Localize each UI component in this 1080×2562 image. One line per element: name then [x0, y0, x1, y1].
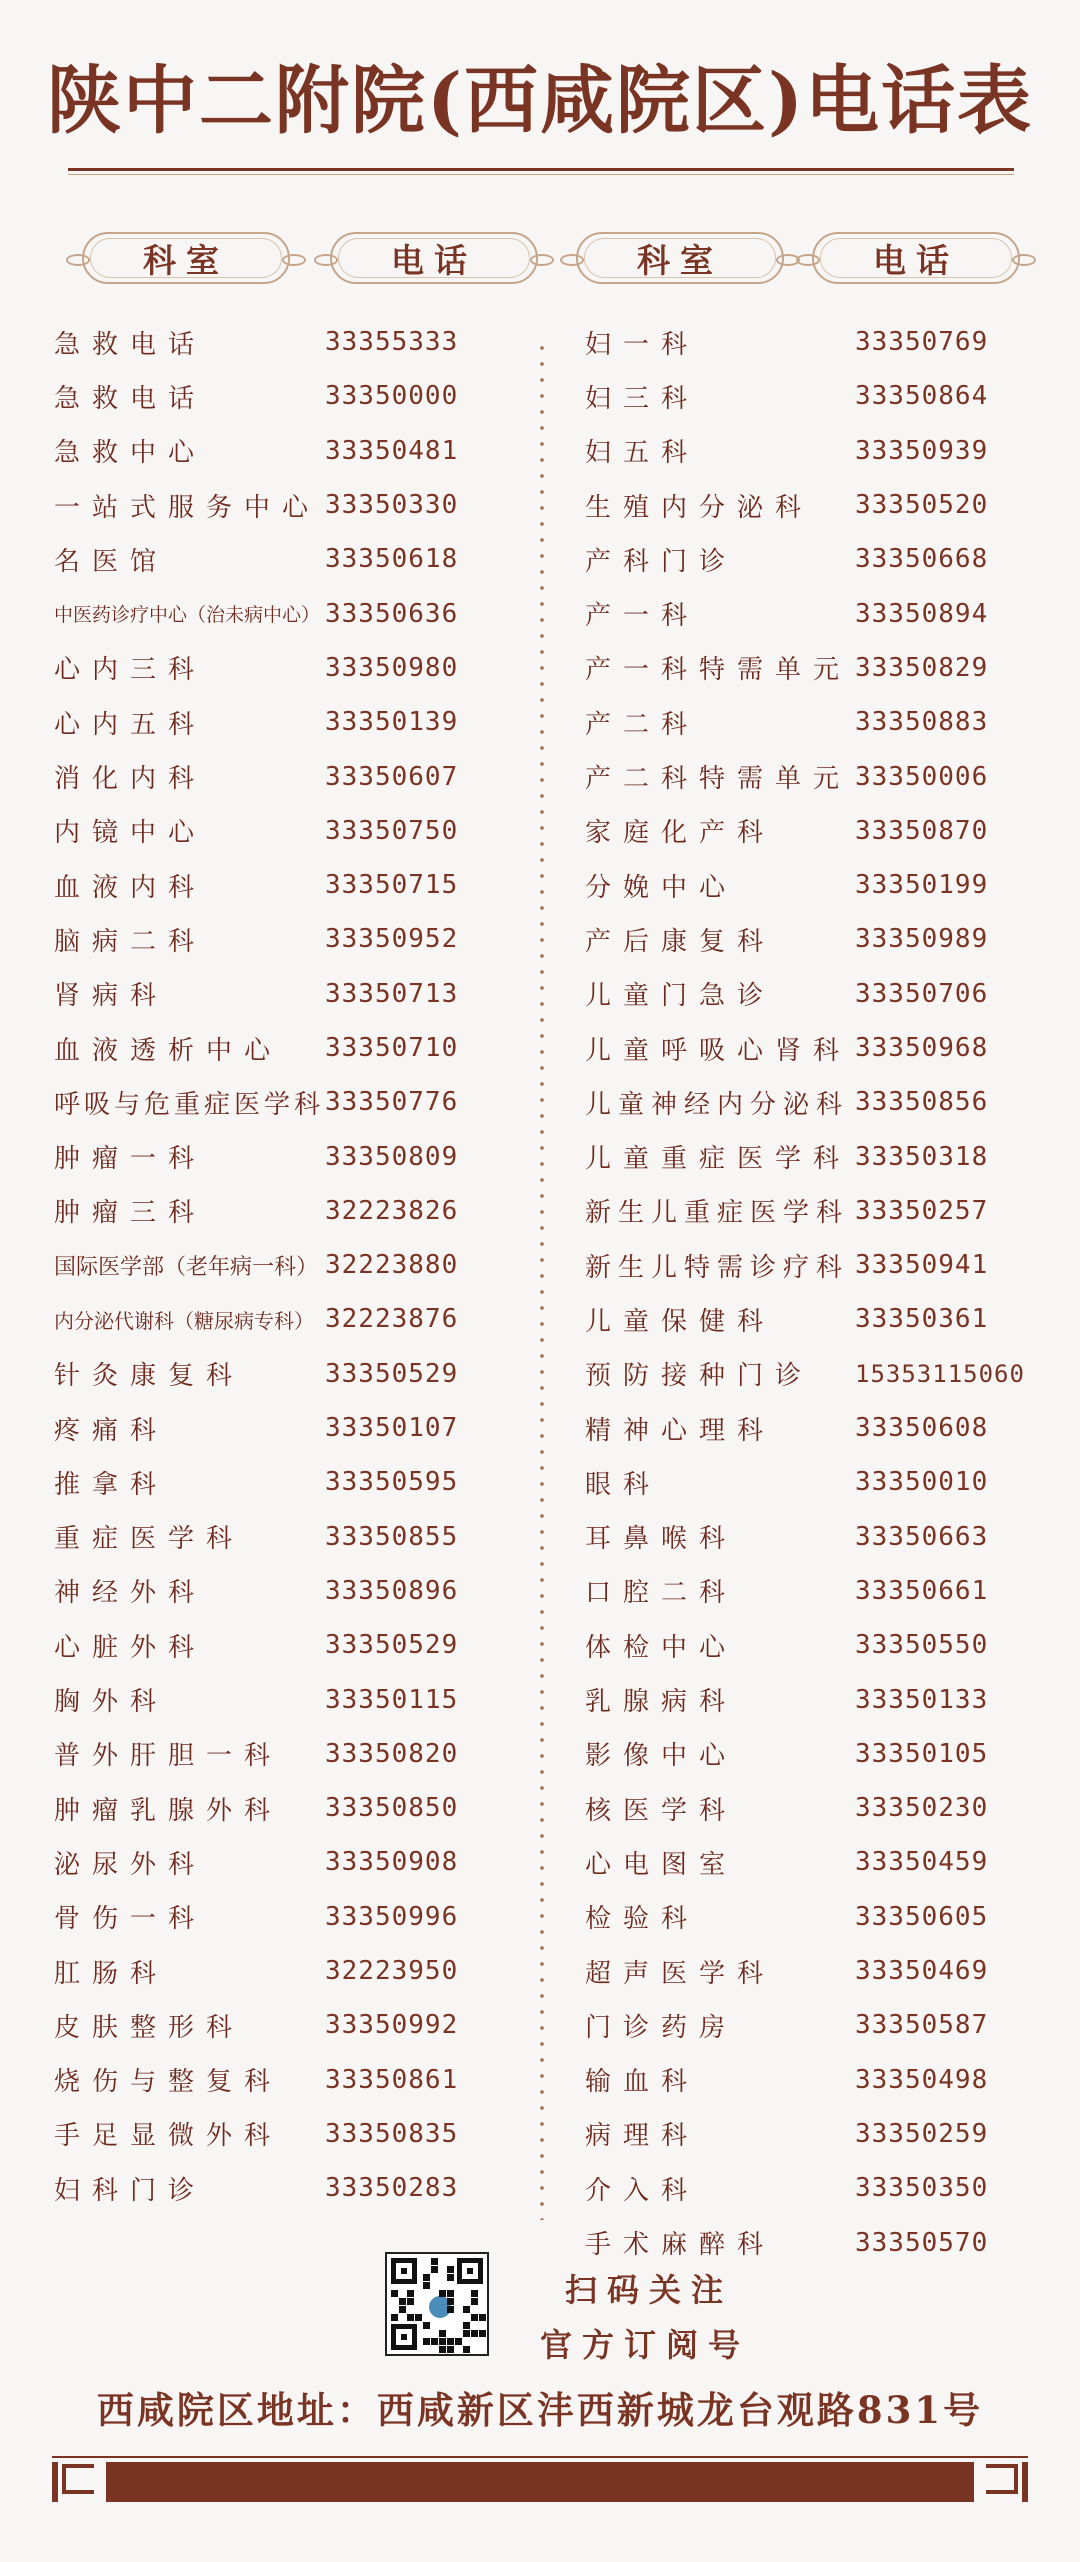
phone-number[interactable]: 33350481	[325, 435, 459, 466]
phone-number[interactable]: 32223826	[325, 1195, 459, 1226]
phone-number[interactable]: 33350230	[855, 1793, 989, 1824]
phone-number[interactable]: 33350980	[325, 652, 459, 683]
department-name: 肿瘤一科	[54, 1144, 207, 1175]
phone-number[interactable]: 32223950	[325, 1956, 459, 1987]
department-name: 妇一科	[585, 329, 700, 360]
department-name: 普外肝胆一科	[54, 1741, 283, 1772]
left-directory-row	[0, 967, 495, 1021]
left-directory-row	[0, 1021, 495, 1075]
phone-number[interactable]: 33350835	[325, 2118, 459, 2149]
department-name: 儿童呼吸心肾科	[585, 1035, 852, 1066]
department-name: 新生儿重症医学科	[585, 1198, 850, 1229]
phone-number[interactable]: 33350820	[325, 1738, 459, 1769]
phone-number[interactable]: 33350133	[855, 1684, 989, 1715]
left-directory-row	[0, 424, 495, 478]
left-directory-row	[0, 912, 495, 966]
department-name: 预防接种门诊	[585, 1361, 814, 1392]
phone-number[interactable]: 33350855	[325, 1521, 459, 1552]
right-directory-row	[585, 1075, 1025, 1129]
header-phone-right-label: 电话	[873, 240, 959, 280]
right-directory-row	[585, 1727, 1025, 1781]
phone-number[interactable]: 33350199	[855, 870, 989, 901]
phone-number[interactable]: 15353115060	[855, 1359, 1025, 1388]
department-name: 门诊药房	[585, 2012, 738, 2043]
phone-number[interactable]: 33350105	[855, 1738, 989, 1769]
department-name: 血液透析中心	[54, 1035, 283, 1066]
phone-number[interactable]: 33350861	[325, 2064, 459, 2095]
phone-number[interactable]: 33350361	[855, 1304, 989, 1335]
right-directory-row	[585, 2107, 1025, 2161]
phone-number[interactable]: 33350856	[855, 1087, 989, 1118]
phone-number[interactable]: 33350992	[325, 2010, 459, 2041]
department-name: 儿童保健科	[585, 1306, 776, 1337]
right-directory-row	[585, 424, 1025, 478]
right-directory-row	[585, 1890, 1025, 1944]
department-name: 神经外科	[54, 1578, 207, 1609]
right-directory-row	[585, 1455, 1025, 1509]
left-directory-row	[0, 1129, 495, 1183]
department-name: 影像中心	[585, 1741, 738, 1772]
right-directory-row	[585, 369, 1025, 423]
department-name: 超声医学科	[585, 1958, 776, 1989]
department-name: 血液内科	[54, 872, 207, 903]
department-name: 儿童重症医学科	[585, 1144, 852, 1175]
phone-number[interactable]: 33350894	[855, 598, 989, 629]
page-title: 陕中二附院(西咸院区)电话表	[46, 58, 1034, 144]
phone-number[interactable]: 33350006	[855, 761, 989, 792]
department-name: 疼痛科	[54, 1415, 169, 1446]
department-name: 推拿科	[54, 1469, 169, 1500]
left-directory-column	[0, 315, 495, 2215]
department-name: 产一科特需单元	[585, 655, 852, 686]
right-directory-row	[585, 1401, 1025, 1455]
right-directory-row	[585, 2215, 1025, 2269]
right-directory-row	[585, 2053, 1025, 2107]
phone-number[interactable]: 33350750	[325, 815, 459, 846]
left-directory-row	[0, 532, 495, 586]
phone-number[interactable]: 32223876	[325, 1304, 459, 1335]
left-directory-row	[0, 1672, 495, 1726]
left-directory-row	[0, 641, 495, 695]
right-directory-row	[585, 695, 1025, 749]
department-name: 口腔二科	[585, 1578, 738, 1609]
phone-number[interactable]: 33350498	[855, 2064, 989, 2095]
phone-number[interactable]: 33350000	[325, 381, 459, 412]
right-directory-row	[585, 967, 1025, 1021]
qr-caption-account: 官方订阅号	[540, 2326, 751, 2364]
department-name: 分娩中心	[585, 872, 738, 903]
phone-number[interactable]: 33350996	[325, 1901, 459, 1932]
department-name: 妇五科	[585, 438, 700, 469]
phone-number[interactable]: 33350607	[325, 761, 459, 792]
left-directory-row	[0, 1184, 495, 1238]
left-directory-row	[0, 1727, 495, 1781]
header-phone-left-label: 电话	[391, 240, 477, 280]
left-directory-row	[0, 1347, 495, 1401]
department-name: 内分泌代谢科（糖尿病专科）	[54, 1308, 314, 1333]
phone-number[interactable]: 33350769	[855, 327, 989, 358]
department-name: 心脏外科	[54, 1632, 207, 1663]
department-name: 消化内科	[54, 764, 207, 795]
phone-number[interactable]: 33350107	[325, 1413, 459, 1444]
phone-number[interactable]: 33350710	[325, 1033, 459, 1063]
header-dept-left	[70, 228, 302, 288]
department-name: 一站式服务中心	[54, 492, 321, 523]
left-directory-row	[0, 695, 495, 749]
footer-decorative-band	[52, 2462, 1028, 2502]
phone-number[interactable]: 32223880	[325, 1250, 459, 1281]
right-directory-row	[585, 1510, 1025, 1564]
right-directory-row	[585, 1944, 1025, 1998]
department-name: 眼科	[585, 1469, 662, 1500]
right-directory-row	[585, 1564, 1025, 1618]
department-name: 乳腺病科	[585, 1687, 738, 1718]
left-directory-row	[0, 1238, 495, 1292]
department-name: 手足显微外科	[54, 2121, 283, 2152]
phone-number[interactable]: 33350870	[855, 815, 989, 846]
department-name: 烧伤与整复科	[54, 2067, 283, 2098]
left-directory-row	[0, 1890, 495, 1944]
phone-number[interactable]: 33350115	[325, 1684, 459, 1715]
left-directory-row	[0, 1075, 495, 1129]
right-directory-row	[585, 1347, 1025, 1401]
department-name: 妇科门诊	[54, 2175, 207, 2206]
department-name: 急救电话	[54, 383, 207, 414]
department-name: 胸外科	[54, 1687, 169, 1718]
phone-number[interactable]: 33350259	[855, 2118, 989, 2149]
phone-number[interactable]: 33350850	[325, 1793, 459, 1824]
phone-number[interactable]: 33350520	[855, 490, 989, 521]
phone-number[interactable]: 33350605	[855, 1901, 989, 1932]
right-directory-row	[585, 858, 1025, 912]
phone-number[interactable]: 33350829	[855, 652, 989, 683]
right-directory-row	[585, 749, 1025, 803]
department-name: 急救电话	[54, 329, 207, 360]
phone-number[interactable]: 33350661	[855, 1575, 989, 1606]
right-directory-row	[585, 1184, 1025, 1238]
header-dept-left-label: 科室	[143, 240, 229, 280]
phone-number[interactable]: 33350010	[855, 1467, 989, 1498]
left-directory-row	[0, 2053, 495, 2107]
department-name: 生殖内分泌科	[585, 492, 814, 523]
phone-number[interactable]: 33350968	[855, 1033, 989, 1063]
department-name: 皮肤整形科	[54, 2012, 245, 2043]
department-name: 儿童神经内分泌科	[585, 1089, 850, 1120]
left-directory-row	[0, 1835, 495, 1889]
left-directory-row	[0, 2107, 495, 2161]
phone-number[interactable]: 33350139	[325, 707, 459, 738]
right-directory-row	[585, 315, 1025, 369]
fret-ornament-right-icon	[974, 2458, 1022, 2506]
header-phone-right	[800, 228, 1032, 288]
phone-number[interactable]: 33350663	[855, 1521, 989, 1552]
department-name: 妇三科	[585, 383, 700, 414]
left-directory-row	[0, 315, 495, 369]
phone-number[interactable]: 33350864	[855, 381, 989, 412]
phone-number[interactable]: 33350908	[325, 1847, 459, 1878]
phone-number[interactable]: 33350459	[855, 1847, 989, 1878]
phone-number[interactable]: 33350941	[855, 1250, 989, 1281]
department-name: 国际医学部（老年病一科）	[54, 1254, 319, 1280]
phone-number[interactable]: 33350283	[325, 2173, 459, 2204]
phone-number[interactable]: 33350330	[325, 490, 459, 521]
department-name: 手术麻醉科	[585, 2230, 776, 2261]
phone-number[interactable]: 33350952	[325, 924, 459, 955]
title-divider	[68, 168, 1014, 171]
left-directory-row	[0, 1564, 495, 1618]
campus-address: 西咸院区地址：西咸新区沣西新城龙台观路831号	[96, 2388, 984, 2432]
right-directory-row	[585, 586, 1025, 640]
phone-number[interactable]: 33350608	[855, 1413, 989, 1444]
left-directory-row	[0, 1292, 495, 1346]
phone-number[interactable]: 33350350	[855, 2173, 989, 2204]
department-name: 产二科特需单元	[585, 764, 852, 795]
department-name: 产二科	[585, 709, 700, 740]
department-name: 骨伤一科	[54, 1904, 207, 1935]
phone-number[interactable]: 33350896	[325, 1575, 459, 1606]
phone-number[interactable]: 33350469	[855, 1956, 989, 1987]
department-name: 介入科	[585, 2175, 700, 2206]
phone-number[interactable]: 33350529	[325, 1630, 459, 1661]
right-directory-row	[585, 532, 1025, 586]
department-name: 儿童门急诊	[585, 981, 776, 1012]
phone-number[interactable]: 33350809	[325, 1141, 459, 1172]
right-directory-row	[585, 1672, 1025, 1726]
left-directory-row	[0, 749, 495, 803]
department-name: 心内五科	[54, 709, 207, 740]
phone-number[interactable]: 33350776	[325, 1087, 459, 1118]
department-name: 产一科	[585, 601, 700, 632]
right-directory-column	[585, 315, 1025, 2270]
department-name: 产后康复科	[585, 926, 776, 957]
right-directory-row	[585, 1998, 1025, 2052]
left-directory-row	[0, 2161, 495, 2215]
left-directory-row	[0, 1401, 495, 1455]
phone-number[interactable]: 33350706	[855, 978, 989, 1009]
header-dept-right-label: 科室	[637, 240, 723, 280]
left-directory-row	[0, 1998, 495, 2052]
phone-number[interactable]: 33350595	[325, 1467, 459, 1498]
department-name: 核医学科	[585, 1795, 738, 1826]
department-name: 急救中心	[54, 438, 207, 469]
right-directory-row	[585, 1021, 1025, 1075]
phone-number[interactable]: 33350713	[325, 978, 459, 1009]
department-name: 肾病科	[54, 981, 169, 1012]
department-name: 家庭化产科	[585, 818, 776, 849]
department-name: 心内三科	[54, 655, 207, 686]
phone-number[interactable]: 33350715	[325, 870, 459, 901]
right-directory-row	[585, 804, 1025, 858]
phone-number[interactable]: 33350939	[855, 435, 989, 466]
department-name: 名医馆	[54, 546, 169, 577]
right-directory-row	[585, 1292, 1025, 1346]
right-directory-row	[585, 912, 1025, 966]
department-name: 新生儿特需诊疗科	[585, 1252, 850, 1283]
left-directory-row	[0, 1455, 495, 1509]
department-name: 呼吸与危重症医学科	[54, 1089, 325, 1120]
left-directory-row	[0, 1510, 495, 1564]
department-name: 针灸康复科	[54, 1361, 245, 1392]
qr-code-icon[interactable]	[385, 2252, 489, 2356]
department-name: 泌尿外科	[54, 1849, 207, 1880]
phone-number[interactable]: 33355333	[325, 327, 459, 358]
department-name: 肛肠科	[54, 1958, 169, 1989]
phone-number[interactable]: 33350318	[855, 1141, 989, 1172]
phone-number[interactable]: 33350636	[325, 598, 459, 629]
right-directory-row	[585, 1238, 1025, 1292]
header-dept-right	[564, 228, 796, 288]
right-directory-row	[585, 641, 1025, 695]
fret-ornament-left-icon	[58, 2458, 106, 2506]
right-directory-row	[585, 1618, 1025, 1672]
left-directory-row	[0, 369, 495, 423]
left-directory-row	[0, 478, 495, 532]
department-name: 肿瘤三科	[54, 1198, 207, 1229]
right-directory-row	[585, 1835, 1025, 1889]
department-name: 内镜中心	[54, 818, 207, 849]
left-directory-row	[0, 858, 495, 912]
phone-number[interactable]: 33350529	[325, 1358, 459, 1389]
department-name: 脑病二科	[54, 926, 207, 957]
department-name: 心电图室	[585, 1849, 738, 1880]
department-name: 中医药诊疗中心（治未病中心）	[54, 604, 321, 627]
department-name: 肿瘤乳腺外科	[54, 1795, 283, 1826]
left-directory-row	[0, 1781, 495, 1835]
title-divider-thin	[68, 174, 1014, 175]
right-directory-row	[585, 1781, 1025, 1835]
left-directory-row	[0, 804, 495, 858]
qr-caption-scan: 扫码关注	[565, 2271, 734, 2309]
department-name: 重症医学科	[54, 1524, 245, 1555]
phone-number[interactable]: 33350550	[855, 1630, 989, 1661]
phone-number[interactable]: 33350883	[855, 707, 989, 738]
department-name: 检验科	[585, 1904, 700, 1935]
right-directory-row	[585, 1129, 1025, 1183]
department-name: 体检中心	[585, 1632, 738, 1663]
right-directory-row	[585, 478, 1025, 532]
department-name: 产科门诊	[585, 546, 738, 577]
phone-number[interactable]: 33350587	[855, 2010, 989, 2041]
phone-number[interactable]: 33350618	[325, 544, 459, 575]
phone-number[interactable]: 33350570	[855, 2227, 989, 2258]
department-name: 耳鼻喉科	[585, 1524, 738, 1555]
department-name: 精神心理科	[585, 1415, 776, 1446]
header-phone-left	[318, 228, 550, 288]
phone-number[interactable]: 33350257	[855, 1195, 989, 1226]
left-directory-row	[0, 586, 495, 640]
left-directory-row	[0, 1944, 495, 1998]
left-directory-row	[0, 1618, 495, 1672]
department-name: 病理科	[585, 2121, 700, 2152]
phone-number[interactable]: 33350989	[855, 924, 989, 955]
right-directory-row	[585, 2161, 1025, 2215]
department-name: 输血科	[585, 2067, 700, 2098]
dotted-column-divider	[540, 340, 544, 2220]
phone-number[interactable]: 33350668	[855, 544, 989, 575]
